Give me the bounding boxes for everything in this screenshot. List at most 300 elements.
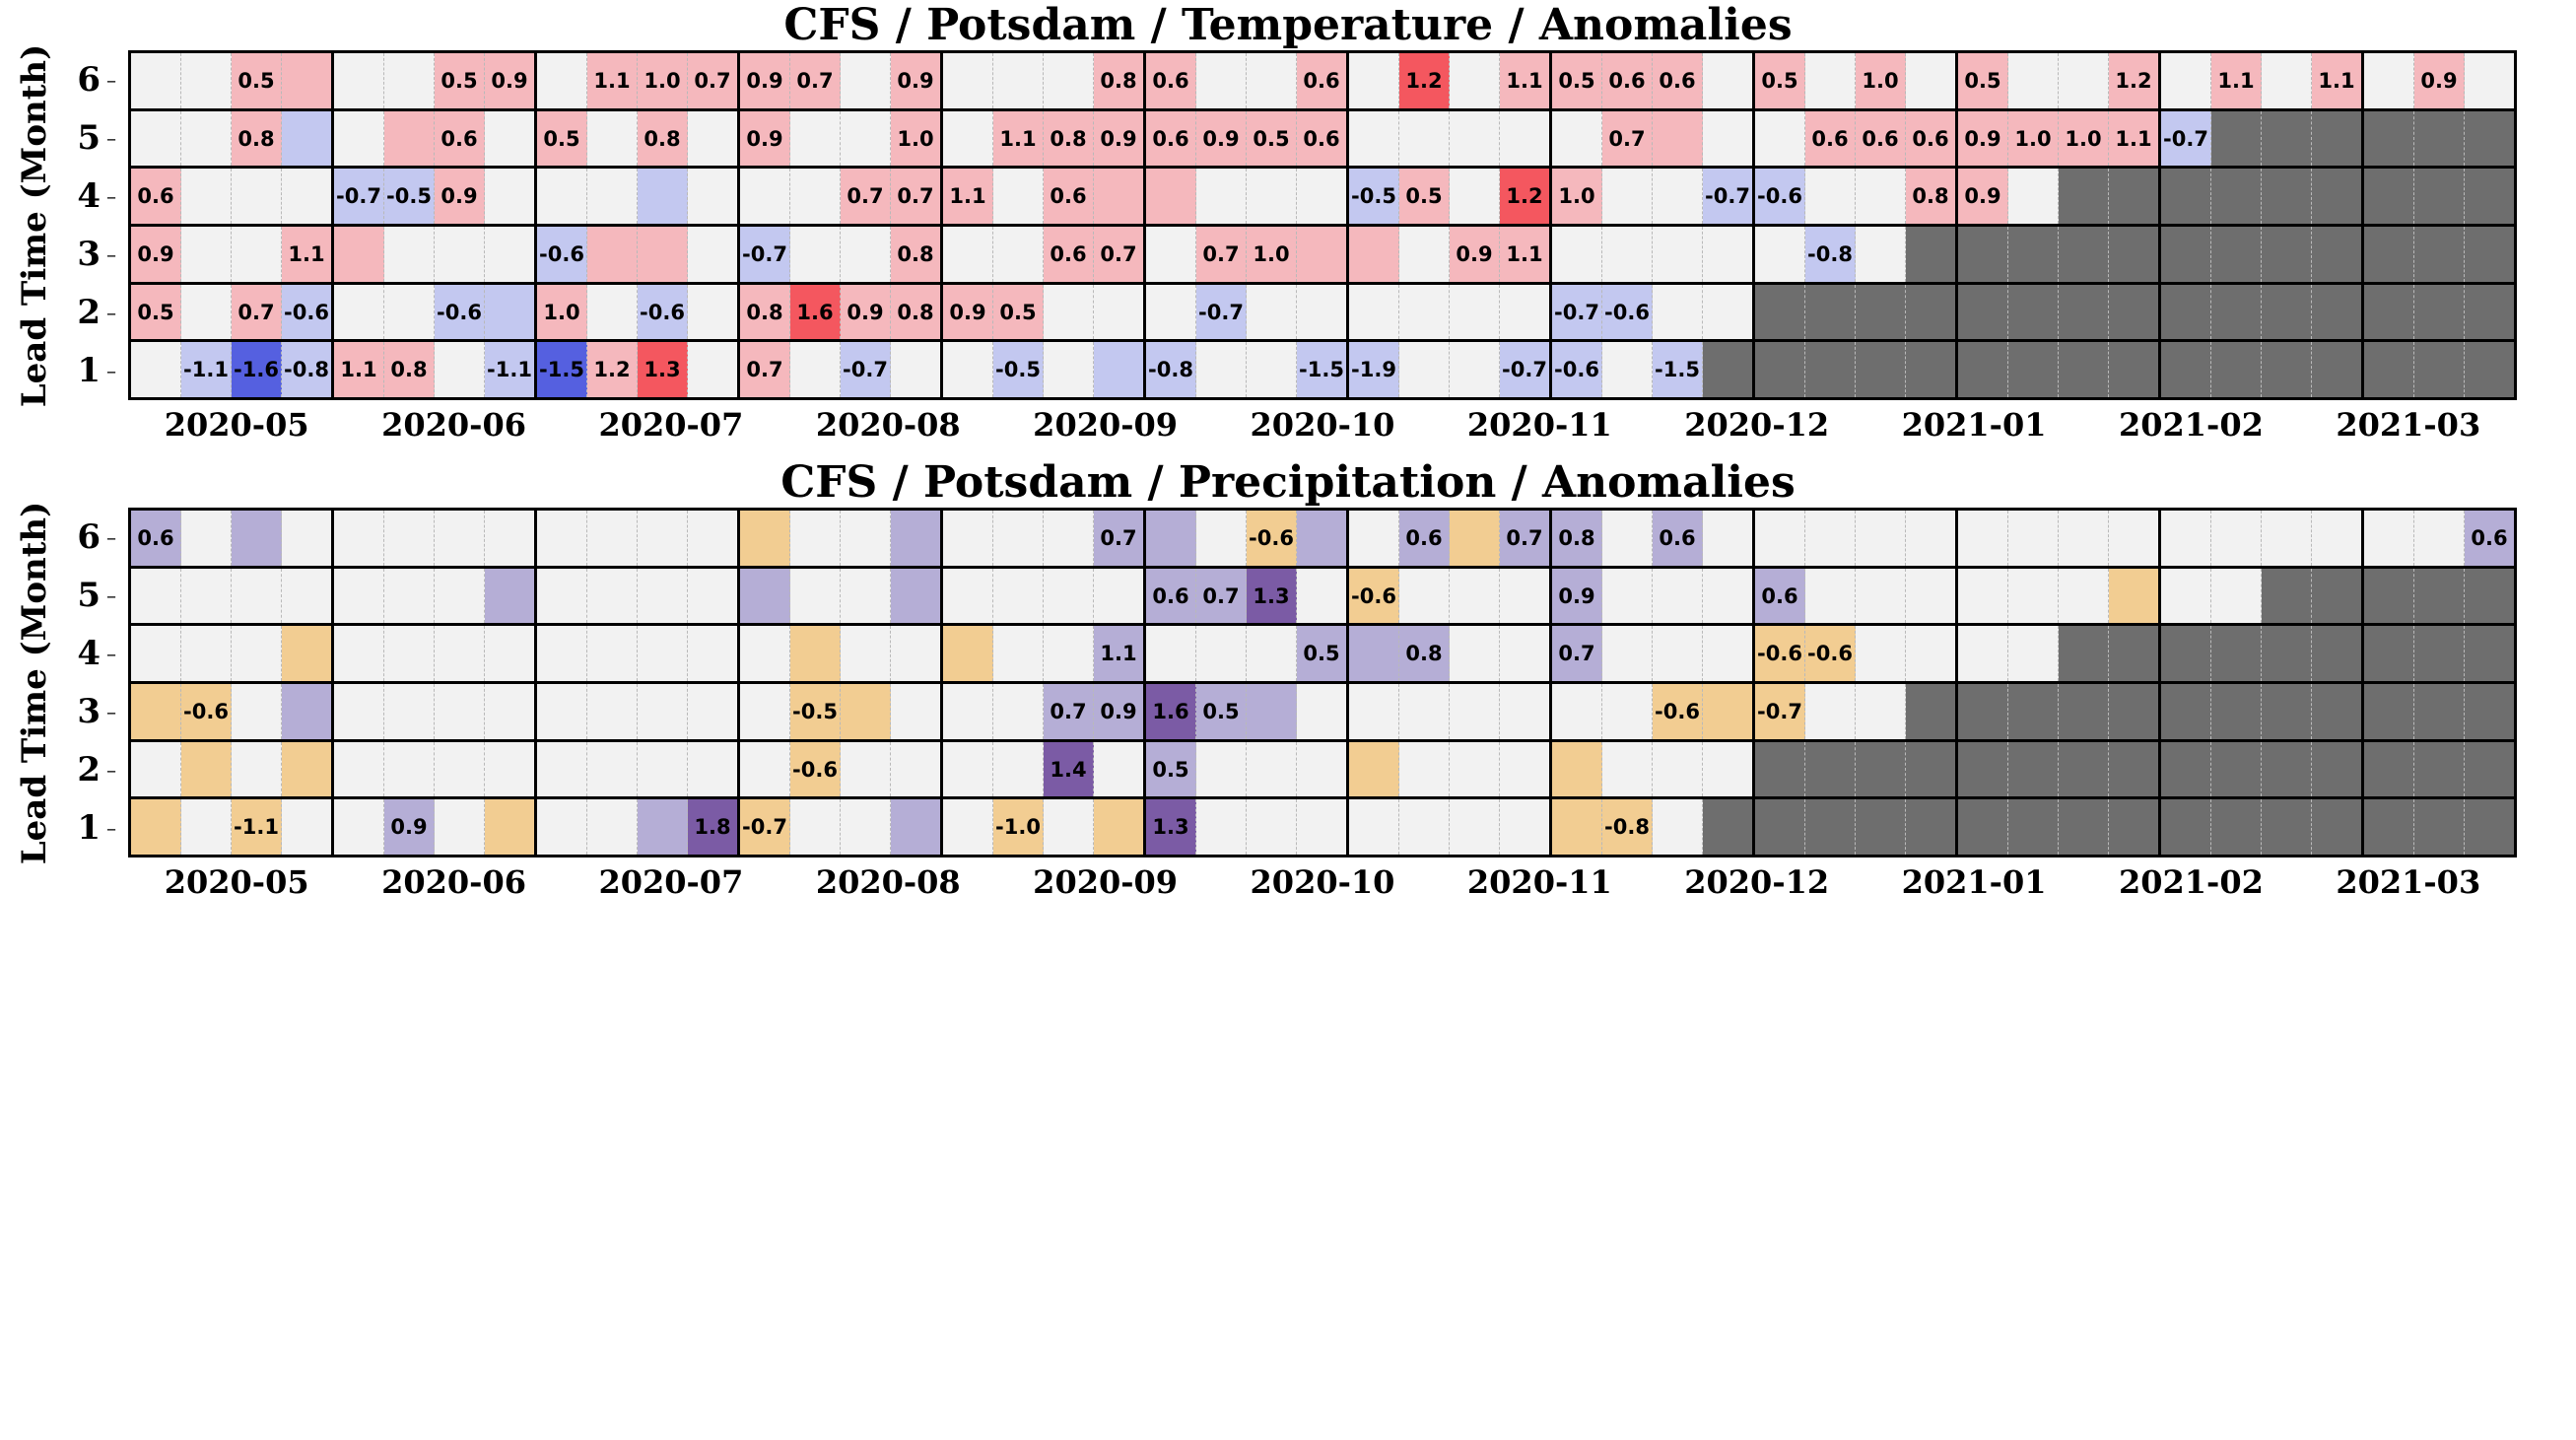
- heatmap-cell: [2465, 53, 2514, 108]
- heatmap-cell: [2312, 626, 2364, 681]
- heatmap-cell: [334, 285, 384, 340]
- heatmap-cell: [1247, 342, 1297, 397]
- heatmap-cell: -0.8: [1805, 227, 1856, 282]
- heatmap-cell: [1297, 569, 1349, 624]
- heatmap-cell: [2262, 799, 2312, 855]
- heatmap-cell: [2211, 227, 2262, 282]
- heatmap-cell: [2211, 169, 2262, 224]
- heatmap-cell: [1653, 285, 1703, 340]
- heatmap-cell: [841, 227, 891, 282]
- heatmap-cell: [891, 342, 943, 397]
- heatmap-cell: [181, 111, 232, 167]
- heatmap-cell: [1856, 684, 1906, 739]
- heatmap-cell: [2465, 227, 2514, 282]
- x-tick-label: 2021-03: [2336, 406, 2481, 444]
- heatmap-cell: 0.6: [1044, 169, 1094, 224]
- heatmap-cell: [740, 569, 790, 624]
- heatmap-cell: [2161, 569, 2211, 624]
- heatmap-cell: [1399, 285, 1450, 340]
- heatmap-cell: 0.9: [740, 53, 790, 108]
- x-tick-label: 2020-06: [381, 406, 526, 444]
- heatmap-cell: 0.9: [1958, 111, 2008, 167]
- heatmap-cell: [2414, 569, 2465, 624]
- heatmap-cell: 1.1: [993, 111, 1044, 167]
- heatmap-cell: [1450, 111, 1500, 167]
- heatmap-cell: [1653, 626, 1703, 681]
- heatmap-cell: [1755, 285, 1805, 340]
- heatmap-cell: [638, 626, 688, 681]
- heatmap-cell: [1500, 111, 1552, 167]
- heatmap-cell: [131, 626, 181, 681]
- heatmap-cell: [2262, 684, 2312, 739]
- heatmap-cell: [1958, 227, 2008, 282]
- heatmap-cell: [1703, 511, 1755, 566]
- heatmap-cell: [1602, 227, 1653, 282]
- heatmap-cell: [1450, 169, 1500, 224]
- heatmap-cell: [1906, 53, 1958, 108]
- heatmap-cell: [688, 569, 740, 624]
- heatmap-cell: [2364, 511, 2414, 566]
- heatmap-cell: [2211, 511, 2262, 566]
- heatmap-cell: 1.1: [334, 342, 384, 397]
- heatmap-cell: [1450, 569, 1500, 624]
- heatmap-cell: [2161, 742, 2211, 797]
- heatmap-cell: 0.6: [1805, 111, 1856, 167]
- heatmap-cell: [2312, 169, 2364, 224]
- heatmap-cell: -0.7: [1703, 169, 1755, 224]
- heatmap-cell: [485, 111, 537, 167]
- heatmap-cell: -0.8: [1146, 342, 1196, 397]
- heatmap-cell: 0.9: [131, 227, 181, 282]
- y-tick-label: 5 –: [77, 117, 116, 158]
- x-tick-label: 2021-02: [2118, 406, 2264, 444]
- heatmap-cell: [282, 511, 334, 566]
- heatmap-cell: [1552, 684, 1602, 739]
- heatmap-cell: [334, 53, 384, 108]
- heatmap-cell: [1196, 342, 1247, 397]
- heatmap-cell: [1247, 684, 1297, 739]
- heatmap-cell: [1399, 742, 1450, 797]
- heatmap-cell: [1653, 227, 1703, 282]
- heatmap-cell: [1703, 569, 1755, 624]
- heatmap-cell: [435, 511, 485, 566]
- heatmap-cell: [181, 227, 232, 282]
- heatmap-cell: [2312, 342, 2364, 397]
- heatmap-cell: [1094, 169, 1146, 224]
- x-tick-label: 2020-08: [815, 863, 961, 901]
- heatmap-row: [131, 684, 2514, 742]
- heatmap-cell: [1247, 626, 1297, 681]
- heatmap-cell: -0.7: [740, 799, 790, 855]
- heatmap-cell: [1552, 111, 1602, 167]
- heatmap-cell: [2262, 227, 2312, 282]
- heatmap-cell: [1602, 626, 1653, 681]
- heatmap-cell: [1399, 684, 1450, 739]
- heatmap-cell: [1906, 569, 1958, 624]
- heatmap-cell: [2364, 53, 2414, 108]
- heatmap-cell: [1399, 799, 1450, 855]
- y-tick-mark: –: [106, 125, 116, 150]
- y-tick-label: 3 –: [77, 235, 116, 275]
- heatmap-cell: [1044, 511, 1094, 566]
- y-tick-column: [69, 50, 128, 400]
- heatmap-cell: [435, 227, 485, 282]
- heatmap-cell: -1.5: [1297, 342, 1349, 397]
- heatmap-row: [131, 742, 2514, 800]
- heatmap-cell: [1856, 569, 1906, 624]
- heatmap-cell: [2312, 285, 2364, 340]
- heatmap-cell: [1196, 53, 1247, 108]
- heatmap-cell: 1.0: [891, 111, 943, 167]
- y-tick-mark: –: [106, 758, 116, 783]
- heatmap-cell: [1856, 342, 1906, 397]
- heatmap-cell: [2059, 569, 2109, 624]
- heatmap-cell: [1247, 285, 1297, 340]
- heatmap-cell: 0.8: [740, 285, 790, 340]
- heatmap-cell: [485, 227, 537, 282]
- heatmap-cell: 1.1: [943, 169, 993, 224]
- heatmap-cell: [2262, 569, 2312, 624]
- heatmap-cell: 0.7: [1196, 569, 1247, 624]
- heatmap-cell: [2414, 227, 2465, 282]
- heatmap-grid: [128, 50, 2517, 400]
- heatmap-cell: [1500, 569, 1552, 624]
- y-tick-label: 6 –: [77, 516, 116, 557]
- heatmap-cell: [181, 569, 232, 624]
- heatmap-cell: [2211, 684, 2262, 739]
- heatmap-cell: [1450, 285, 1500, 340]
- heatmap-cell: 1.1: [587, 53, 638, 108]
- heatmap-cell: [1958, 799, 2008, 855]
- heatmap-cell: 0.8: [891, 285, 943, 340]
- heatmap-cell: [740, 511, 790, 566]
- heatmap-cell: [334, 626, 384, 681]
- x-tick-label: 2020-12: [1684, 863, 1830, 901]
- heatmap-cell: [841, 569, 891, 624]
- heatmap-cell: -0.6: [282, 285, 334, 340]
- heatmap-row: [131, 626, 2514, 684]
- heatmap-cell: [1044, 53, 1094, 108]
- heatmap-cell: 0.5: [435, 53, 485, 108]
- heatmap-cell: 0.7: [1094, 511, 1146, 566]
- heatmap-cell: 0.9: [1450, 227, 1500, 282]
- heatmap-cell: [688, 285, 740, 340]
- y-tick-label: 1 –: [77, 808, 116, 849]
- heatmap-cell: 0.8: [1044, 111, 1094, 167]
- panel-precipitation: [0, 457, 2576, 901]
- heatmap-cell: [688, 342, 740, 397]
- heatmap-cell: [334, 227, 384, 282]
- x-tick-label: 2021-02: [2118, 863, 2264, 901]
- heatmap-cell: [1247, 742, 1297, 797]
- heatmap-cell: [688, 511, 740, 566]
- heatmap-cell: [435, 684, 485, 739]
- heatmap-cell: [993, 169, 1044, 224]
- heatmap-cell: -0.6: [638, 285, 688, 340]
- heatmap-cell: [1044, 569, 1094, 624]
- heatmap-cell: [384, 684, 435, 739]
- heatmap-cell: [943, 799, 993, 855]
- heatmap-cell: [1349, 511, 1399, 566]
- heatmap-cell: [1703, 285, 1755, 340]
- heatmap-cell: [2312, 799, 2364, 855]
- heatmap-cell: 0.8: [1906, 169, 1958, 224]
- plot-area: [0, 501, 2576, 864]
- heatmap-cell: -0.7: [1552, 285, 1602, 340]
- heatmap-cell: [2465, 626, 2514, 681]
- heatmap-cell: [1703, 626, 1755, 681]
- heatmap-cell: [1755, 511, 1805, 566]
- heatmap-cell: [2262, 342, 2312, 397]
- heatmap-cell: 1.4: [1044, 742, 1094, 797]
- heatmap-cell: 0.7: [232, 285, 282, 340]
- heatmap-cell: [1044, 342, 1094, 397]
- y-tick-label: 2 –: [77, 293, 116, 333]
- x-tick-label: 2020-05: [164, 863, 309, 901]
- heatmap-cell: [131, 569, 181, 624]
- heatmap-cell: 1.1: [282, 227, 334, 282]
- y-axis-label-text: Lead Time (Month): [15, 43, 55, 407]
- heatmap-cell: [1297, 169, 1349, 224]
- heatmap-cell: [2161, 626, 2211, 681]
- heatmap-cell: [2262, 285, 2312, 340]
- heatmap-cell: [1602, 511, 1653, 566]
- heatmap-cell: [384, 511, 435, 566]
- heatmap-cell: [2161, 511, 2211, 566]
- heatmap-cell: [2059, 342, 2109, 397]
- heatmap-cell: [485, 626, 537, 681]
- heatmap-cell: [1856, 511, 1906, 566]
- heatmap-cell: [638, 569, 688, 624]
- heatmap-cell: 0.6: [1297, 53, 1349, 108]
- heatmap-cell: [1500, 684, 1552, 739]
- heatmap-cell: [943, 227, 993, 282]
- heatmap-cell: [384, 227, 435, 282]
- heatmap-cell: [2414, 511, 2465, 566]
- heatmap-cell: [232, 742, 282, 797]
- heatmap-cell: [1653, 799, 1703, 855]
- heatmap-cell: 0.6: [1146, 53, 1196, 108]
- heatmap-cell: 0.9: [1094, 111, 1146, 167]
- heatmap-cell: 0.8: [1552, 511, 1602, 566]
- heatmap-cell: [2109, 169, 2161, 224]
- heatmap-cell: [485, 684, 537, 739]
- heatmap-cell: [1094, 285, 1146, 340]
- heatmap-cell: [435, 342, 485, 397]
- heatmap-cell: [2211, 569, 2262, 624]
- heatmap-cell: [2109, 569, 2161, 624]
- heatmap-cell: [587, 742, 638, 797]
- heatmap-cell: [2059, 285, 2109, 340]
- heatmap-cell: 0.5: [1958, 53, 2008, 108]
- heatmap-cell: [1805, 285, 1856, 340]
- heatmap-cell: [993, 569, 1044, 624]
- heatmap-cell: [638, 227, 688, 282]
- heatmap-cell: [1805, 169, 1856, 224]
- heatmap-cell: [638, 742, 688, 797]
- y-tick-mark: –: [106, 700, 116, 724]
- heatmap-cell: [1703, 799, 1755, 855]
- heatmap-cell: [1856, 742, 1906, 797]
- heatmap-cell: [1349, 53, 1399, 108]
- y-tick-mark: –: [106, 183, 116, 208]
- heatmap-cell: [587, 799, 638, 855]
- x-tick-label: 2021-01: [1901, 406, 2047, 444]
- heatmap-cell: -0.6: [1552, 342, 1602, 397]
- heatmap-cell: [485, 511, 537, 566]
- heatmap-cell: [384, 285, 435, 340]
- x-tick-label: 2020-07: [598, 863, 744, 901]
- heatmap-cell: [2364, 799, 2414, 855]
- heatmap-cell: [131, 684, 181, 739]
- heatmap-cell: [2364, 684, 2414, 739]
- panel-title: CFS / Potsdam / Precipitation / Anomalies: [780, 457, 1796, 508]
- heatmap-cell: -0.8: [1602, 799, 1653, 855]
- heatmap-cell: [2312, 227, 2364, 282]
- heatmap-cell: [891, 799, 943, 855]
- heatmap-cell: [1856, 227, 1906, 282]
- heatmap-cell: [1399, 342, 1450, 397]
- heatmap-cell: [638, 799, 688, 855]
- heatmap-cell: [282, 626, 334, 681]
- heatmap-cell: 0.5: [1146, 742, 1196, 797]
- heatmap-cell: 0.9: [2414, 53, 2465, 108]
- heatmap-cell: [384, 111, 435, 167]
- heatmap-cell: [943, 342, 993, 397]
- heatmap-cell: 0.9: [740, 111, 790, 167]
- heatmap-cell: [334, 684, 384, 739]
- heatmap-cell: 0.5: [1399, 169, 1450, 224]
- heatmap-cell: [1805, 799, 1856, 855]
- heatmap-cell: 0.9: [384, 799, 435, 855]
- heatmap-cell: [2414, 742, 2465, 797]
- heatmap-cell: [2161, 227, 2211, 282]
- heatmap-cell: [2364, 111, 2414, 167]
- heatmap-cell: [587, 511, 638, 566]
- heatmap-cell: [2312, 511, 2364, 566]
- heatmap-cell: [841, 684, 891, 739]
- heatmap-cell: [2262, 626, 2312, 681]
- heatmap-cell: [1958, 511, 2008, 566]
- y-axis-label: [0, 43, 69, 407]
- heatmap-cell: [1349, 111, 1399, 167]
- heatmap-cell: [485, 169, 537, 224]
- heatmap-cell: 0.6: [1146, 111, 1196, 167]
- y-tick-label: 1 –: [77, 351, 116, 391]
- heatmap-cell: [2059, 169, 2109, 224]
- heatmap-cell: 0.6: [1856, 111, 1906, 167]
- heatmap-cell: -0.7: [1500, 342, 1552, 397]
- heatmap-row: [131, 342, 2514, 397]
- heatmap-cell: 0.5: [232, 53, 282, 108]
- heatmap-cell: [1297, 742, 1349, 797]
- heatmap-cell: [2262, 511, 2312, 566]
- heatmap-cell: [1805, 569, 1856, 624]
- heatmap-cell: [943, 111, 993, 167]
- heatmap-row: [131, 799, 2514, 855]
- heatmap-cell: [790, 511, 841, 566]
- heatmap-cell: [1906, 227, 1958, 282]
- y-tick-column: [69, 508, 128, 857]
- heatmap-cell: -1.6: [232, 342, 282, 397]
- heatmap-cell: [1653, 169, 1703, 224]
- heatmap-cell: [334, 569, 384, 624]
- heatmap-cell: 0.8: [638, 111, 688, 167]
- heatmap-cell: [2008, 626, 2059, 681]
- heatmap-cell: [2059, 227, 2109, 282]
- heatmap-cell: [2161, 169, 2211, 224]
- heatmap-cell: [1552, 742, 1602, 797]
- heatmap-cell: [1906, 511, 1958, 566]
- heatmap-cell: 0.7: [891, 169, 943, 224]
- heatmap-cell: [1349, 742, 1399, 797]
- y-tick-mark: –: [106, 641, 116, 665]
- heatmap-cell: -0.6: [435, 285, 485, 340]
- heatmap-cell: [790, 169, 841, 224]
- heatmap-cell: [688, 626, 740, 681]
- heatmap-cell: [2109, 626, 2161, 681]
- heatmap-cell: [841, 626, 891, 681]
- heatmap-cell: [740, 169, 790, 224]
- heatmap-cell: [1094, 799, 1146, 855]
- heatmap-cell: [1500, 626, 1552, 681]
- heatmap-cell: 0.9: [943, 285, 993, 340]
- heatmap-cell: [1196, 626, 1247, 681]
- heatmap-cell: 0.7: [1196, 227, 1247, 282]
- heatmap-cell: 0.6: [1399, 511, 1450, 566]
- heatmap-cell: [1297, 511, 1349, 566]
- heatmap-cell: [2262, 111, 2312, 167]
- heatmap-cell: [1349, 626, 1399, 681]
- heatmap-cell: -1.0: [993, 799, 1044, 855]
- heatmap-cell: 0.5: [993, 285, 1044, 340]
- y-tick-mark: –: [106, 67, 116, 92]
- panel-title: CFS / Potsdam / Temperature / Anomalies: [783, 0, 1793, 50]
- heatmap-cell: [181, 799, 232, 855]
- heatmap-cell: 0.8: [1094, 53, 1146, 108]
- heatmap-cell: -0.6: [1805, 626, 1856, 681]
- heatmap-cell: 0.6: [2465, 511, 2514, 566]
- heatmap-cell: [2211, 111, 2262, 167]
- heatmap-cell: -0.5: [790, 684, 841, 739]
- heatmap-cell: [537, 626, 587, 681]
- heatmap-cell: [1755, 742, 1805, 797]
- heatmap-cell: [2059, 511, 2109, 566]
- heatmap-cell: [790, 342, 841, 397]
- heatmap-cell: [1450, 626, 1500, 681]
- heatmap-cell: [2161, 53, 2211, 108]
- heatmap-cell: [1602, 684, 1653, 739]
- heatmap-cell: [384, 742, 435, 797]
- heatmap-cell: [131, 799, 181, 855]
- heatmap-cell: [1196, 742, 1247, 797]
- heatmap-cell: [993, 511, 1044, 566]
- heatmap-cell: [1755, 111, 1805, 167]
- heatmap-cell: [1450, 342, 1500, 397]
- heatmap-cell: [1958, 342, 2008, 397]
- heatmap-cell: [1958, 285, 2008, 340]
- heatmap-cell: [232, 684, 282, 739]
- heatmap-cell: [993, 626, 1044, 681]
- heatmap-cell: 1.1: [1500, 227, 1552, 282]
- heatmap-cell: [2008, 684, 2059, 739]
- heatmap-cell: [740, 742, 790, 797]
- heatmap-cell: 1.6: [1146, 684, 1196, 739]
- heatmap-cell: [1906, 285, 1958, 340]
- heatmap-cell: [2008, 169, 2059, 224]
- heatmap-cell: -0.5: [384, 169, 435, 224]
- heatmap-cell: [2364, 742, 2414, 797]
